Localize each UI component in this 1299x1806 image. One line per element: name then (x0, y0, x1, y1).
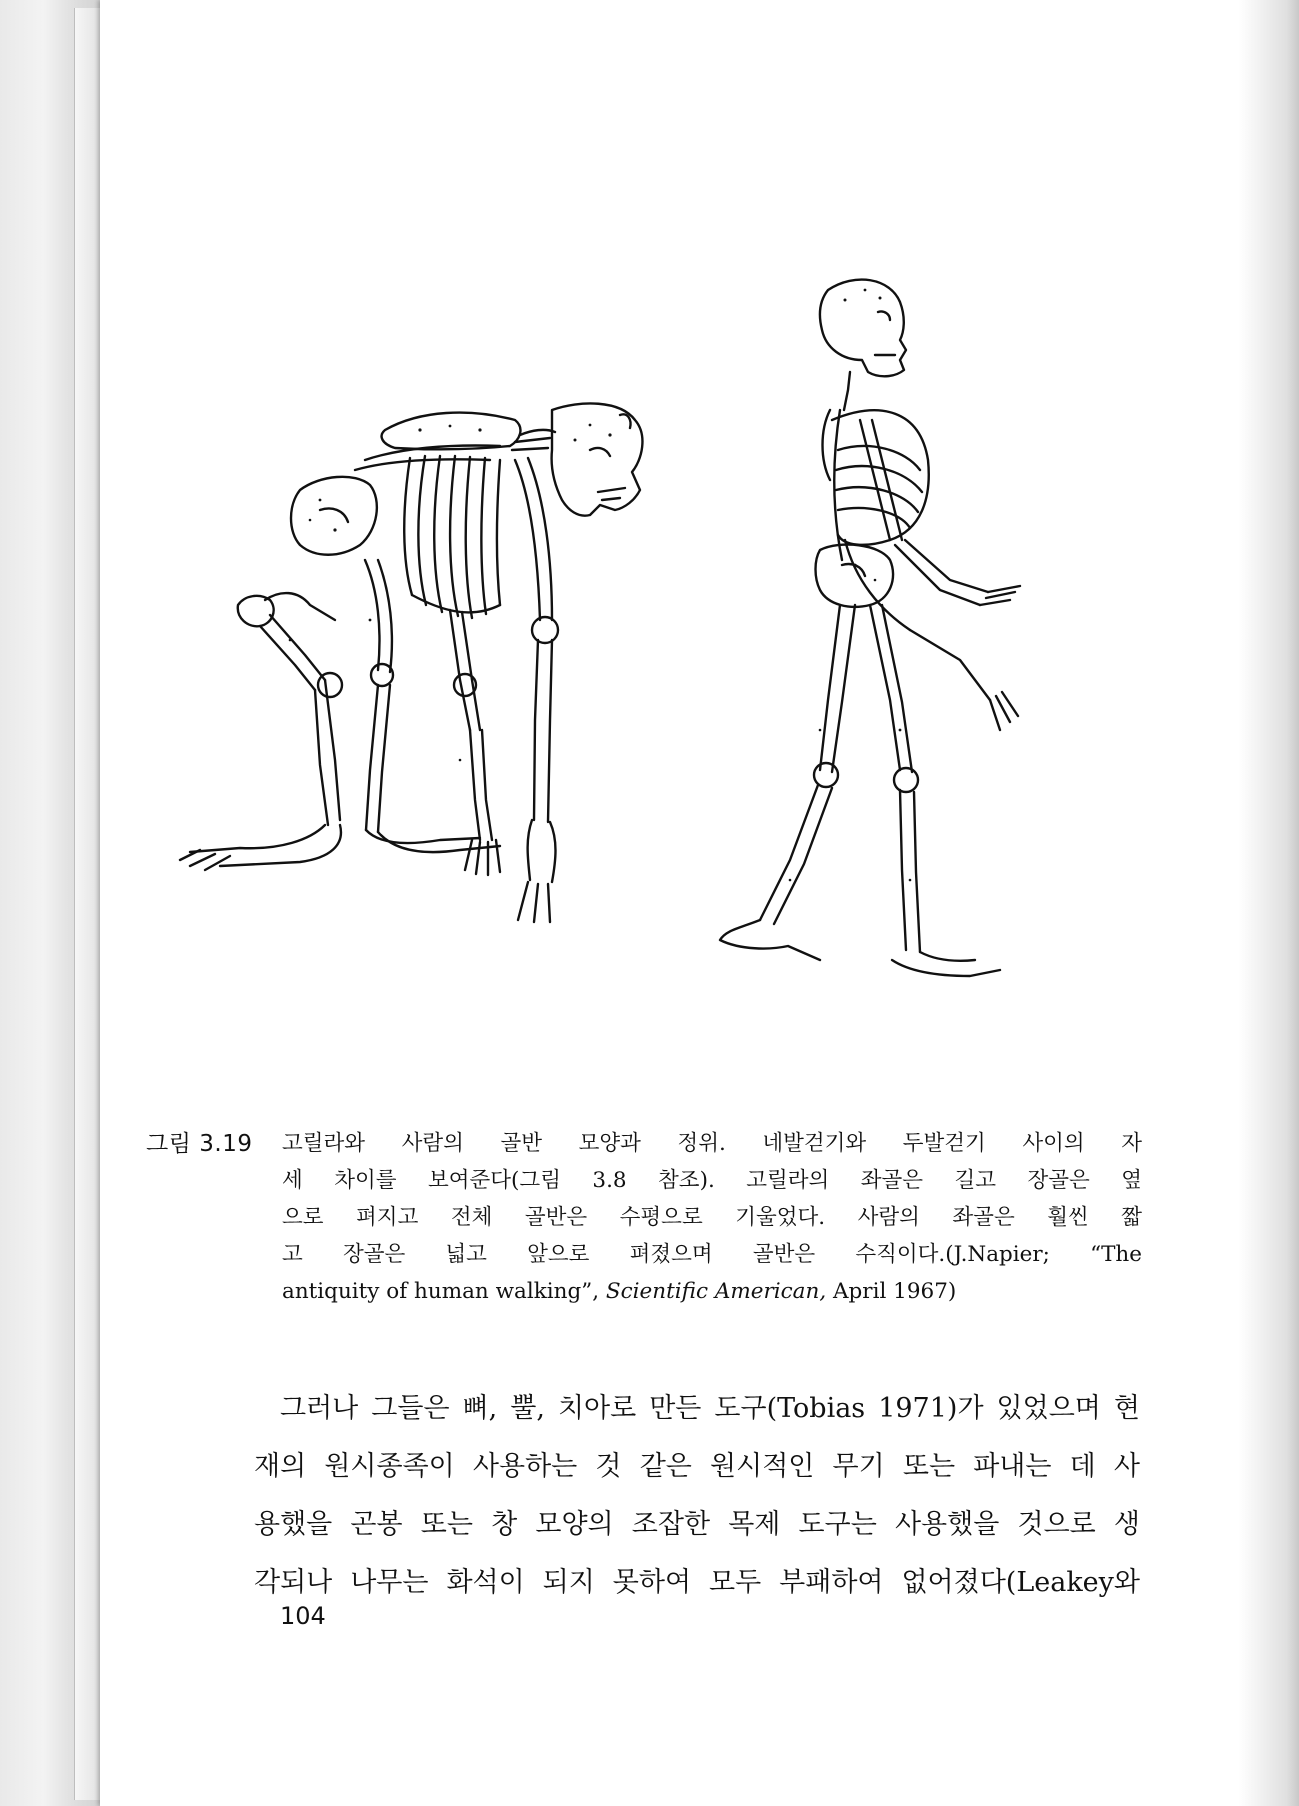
page-number: 104 (280, 1602, 326, 1630)
citation-date: April 1967) (826, 1279, 957, 1304)
body-line: 재의 원시종족이 사용하는 것 같은 원시적인 무기 또는 파내는 데 사 (254, 1451, 1140, 1482)
book-spine (0, 0, 108, 1806)
gorilla-skeleton-icon (180, 403, 642, 922)
caption-text (282, 1125, 1142, 1310)
body-line: 용했을 곤봉 또는 창 모양의 조잡한 목제 도구는 사용했을 것으로 생 (254, 1509, 1140, 1540)
page-stack-edge (74, 8, 101, 1800)
human-skeleton-icon (720, 280, 1020, 976)
skeleton-illustration (120, 260, 1160, 1120)
caption-line: 으로 펴지고 전체 골반은 수평으로 기울었다. 사람의 좌골은 훨씬 짧 (282, 1205, 1142, 1230)
caption-line-citation (282, 1273, 1142, 1310)
caption-line: 세 차이를 보여준다(그림 3.8 참조). 고릴라의 좌골은 길고 장골은 옆 (282, 1168, 1142, 1193)
body-paragraph (254, 1380, 1140, 1612)
citation-journal: Scientific American, (605, 1279, 827, 1304)
body-line: 각되나 나무는 화석이 되지 못하여 모두 부패하여 없어졌다(Leakey와 (254, 1567, 1140, 1598)
citation-title: antiquity of human walking”, (282, 1279, 606, 1304)
body-line: 그러나 그들은 뼈, 뿔, 치아로 만든 도구(Tobias 1971)가 있었으며 현 (280, 1393, 1140, 1424)
caption-line: 고 장골은 넓고 앞으로 펴졌으며 골반은 수직이다.(J.Napier; “The (282, 1242, 1142, 1267)
figure-label: 그림 3.19 (146, 1131, 253, 1157)
page-curl-shadow (1239, 0, 1299, 1806)
caption-line: 고릴라와 사람의 골반 모양과 정위. 네발걷기와 두발걷기 사이의 자 (282, 1131, 1142, 1156)
